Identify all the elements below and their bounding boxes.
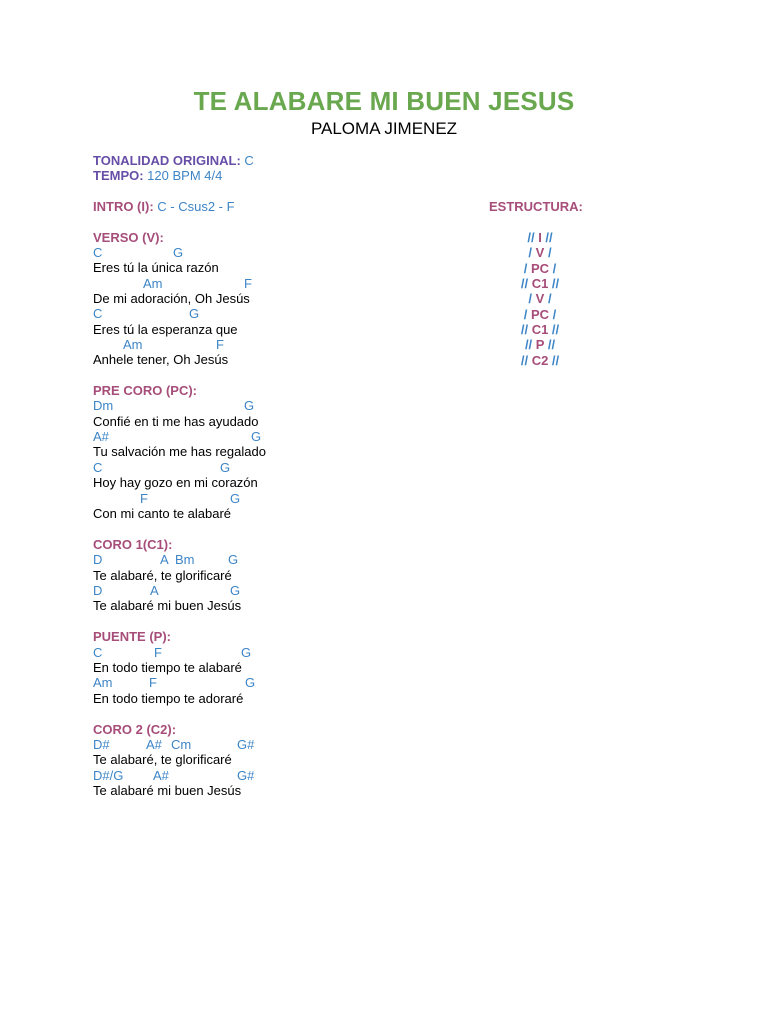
key-value: C: [240, 153, 254, 168]
structure-slashes: /: [523, 307, 531, 322]
chord: Dm: [93, 398, 114, 413]
structure-slashes: /: [528, 291, 536, 306]
chord: G#: [237, 768, 255, 783]
lyric-line: Te alabaré, te glorificaré: [93, 568, 232, 583]
structure-item: [500, 230, 580, 245]
tempo-value: 120 BPM 4/4: [143, 168, 223, 183]
chord: G: [220, 460, 231, 475]
chord: G: [230, 491, 241, 506]
chord: Cm: [171, 737, 192, 752]
section-label-coro1: CORO 1(C1):: [93, 537, 173, 552]
lyric-line: Te alabaré mi buen Jesús: [93, 783, 242, 798]
structure-item: [500, 291, 580, 306]
section-label-verso: VERSO (V):: [93, 230, 164, 245]
lyric-line: Tu salvación me has regalado: [93, 444, 266, 459]
lyric-line: Con mi canto te alabaré: [93, 506, 232, 521]
chord: C: [93, 245, 103, 260]
tempo-label: TEMPO:: [93, 168, 144, 183]
lyric-line: Confié en ti me has ayudado: [93, 414, 259, 429]
structure-item: [500, 337, 580, 352]
structure-item: [500, 245, 580, 260]
chord: G: [241, 645, 252, 660]
chord: C: [93, 306, 103, 321]
structure-code: C1: [531, 276, 549, 291]
chord: D: [93, 552, 103, 567]
structure-slashes: //: [524, 337, 536, 352]
chord: Am: [93, 675, 113, 690]
structure-slashes: //: [541, 230, 553, 245]
chord: G: [189, 306, 200, 321]
structure-code: C1: [531, 322, 549, 337]
structure-slashes: //: [520, 322, 532, 337]
structure-code: V: [535, 245, 545, 260]
structure-slashes: /: [544, 291, 552, 306]
tempo: [93, 168, 222, 183]
chord: G: [251, 429, 262, 444]
structure-code: PC: [530, 261, 550, 276]
chord: A#: [146, 737, 162, 752]
chord: C: [93, 460, 103, 475]
structure-code: C2: [531, 353, 549, 368]
chord: G: [173, 245, 184, 260]
lyric-line: Te alabaré mi buen Jesús: [93, 598, 242, 613]
structure-slashes: //: [548, 322, 560, 337]
key-label: TONALIDAD ORIGINAL:: [93, 153, 241, 168]
structure-slashes: /: [528, 245, 536, 260]
song-title: TE ALABARE MI BUEN JESUS: [193, 86, 575, 116]
structure-code: PC: [530, 307, 550, 322]
structure-heading: ESTRUCTURA:: [489, 199, 583, 214]
chord: D#: [93, 737, 110, 752]
structure-slashes: /: [523, 261, 531, 276]
chord: D: [93, 583, 103, 598]
structure-item: [500, 276, 580, 291]
structure-slashes: /: [549, 307, 557, 322]
structure-slashes: //: [520, 353, 532, 368]
structure-item: [500, 307, 580, 322]
intro: [93, 199, 235, 214]
lyric-line: De mi adoración, Oh Jesús: [93, 291, 250, 306]
lyric-line: Te alabaré, te glorificaré: [93, 752, 232, 767]
structure-slashes: //: [520, 276, 532, 291]
structure-item: [500, 353, 580, 368]
structure-slashes: //: [548, 353, 560, 368]
chord: A: [150, 583, 159, 598]
structure-code: I: [538, 230, 542, 245]
artist-name: PALOMA JIMENEZ: [310, 119, 458, 138]
structure-code: P: [535, 337, 545, 352]
chord: D#/G: [93, 768, 124, 783]
structure-slashes: //: [544, 337, 556, 352]
lyric-line: Anhele tener, Oh Jesús: [93, 352, 229, 367]
chord: F: [154, 645, 162, 660]
chord: F: [149, 675, 157, 690]
intro-label: INTRO (I):: [93, 199, 154, 214]
structure-item: [500, 261, 580, 276]
lyric-line: Eres tú la esperanza que: [93, 322, 238, 337]
structure-slashes: //: [527, 230, 539, 245]
chord: Am: [123, 337, 143, 352]
structure-slashes: //: [548, 276, 560, 291]
intro-chords: C - Csus2 - F: [153, 199, 235, 214]
structure-slashes: /: [544, 245, 552, 260]
lyric-line: Hoy hay gozo en mi corazón: [93, 475, 258, 490]
section-label-precoro: PRE CORO (PC):: [93, 383, 197, 398]
structure-slashes: /: [549, 261, 557, 276]
chord: G: [245, 675, 256, 690]
original-key: [93, 153, 254, 168]
chord: C: [93, 645, 103, 660]
chord: A#: [93, 429, 109, 444]
chord: Am: [143, 276, 163, 291]
lyric-line: En todo tiempo te adoraré: [93, 691, 244, 706]
chord: A#: [153, 768, 169, 783]
chord: F: [140, 491, 148, 506]
chord: Bm: [175, 552, 195, 567]
lyric-line: En todo tiempo te alabaré: [93, 660, 242, 675]
chord: G: [228, 552, 239, 567]
chord: A: [160, 552, 169, 567]
structure-code: V: [535, 291, 545, 306]
chord: F: [244, 276, 252, 291]
chord: F: [216, 337, 224, 352]
section-label-coro2: CORO 2 (C2):: [93, 722, 177, 737]
chord: G: [230, 583, 241, 598]
structure-item: [500, 322, 580, 337]
section-label-puente: PUENTE (P):: [93, 629, 171, 644]
chord: G#: [237, 737, 255, 752]
chord: G: [244, 398, 255, 413]
lyric-line: Eres tú la única razón: [93, 260, 219, 275]
